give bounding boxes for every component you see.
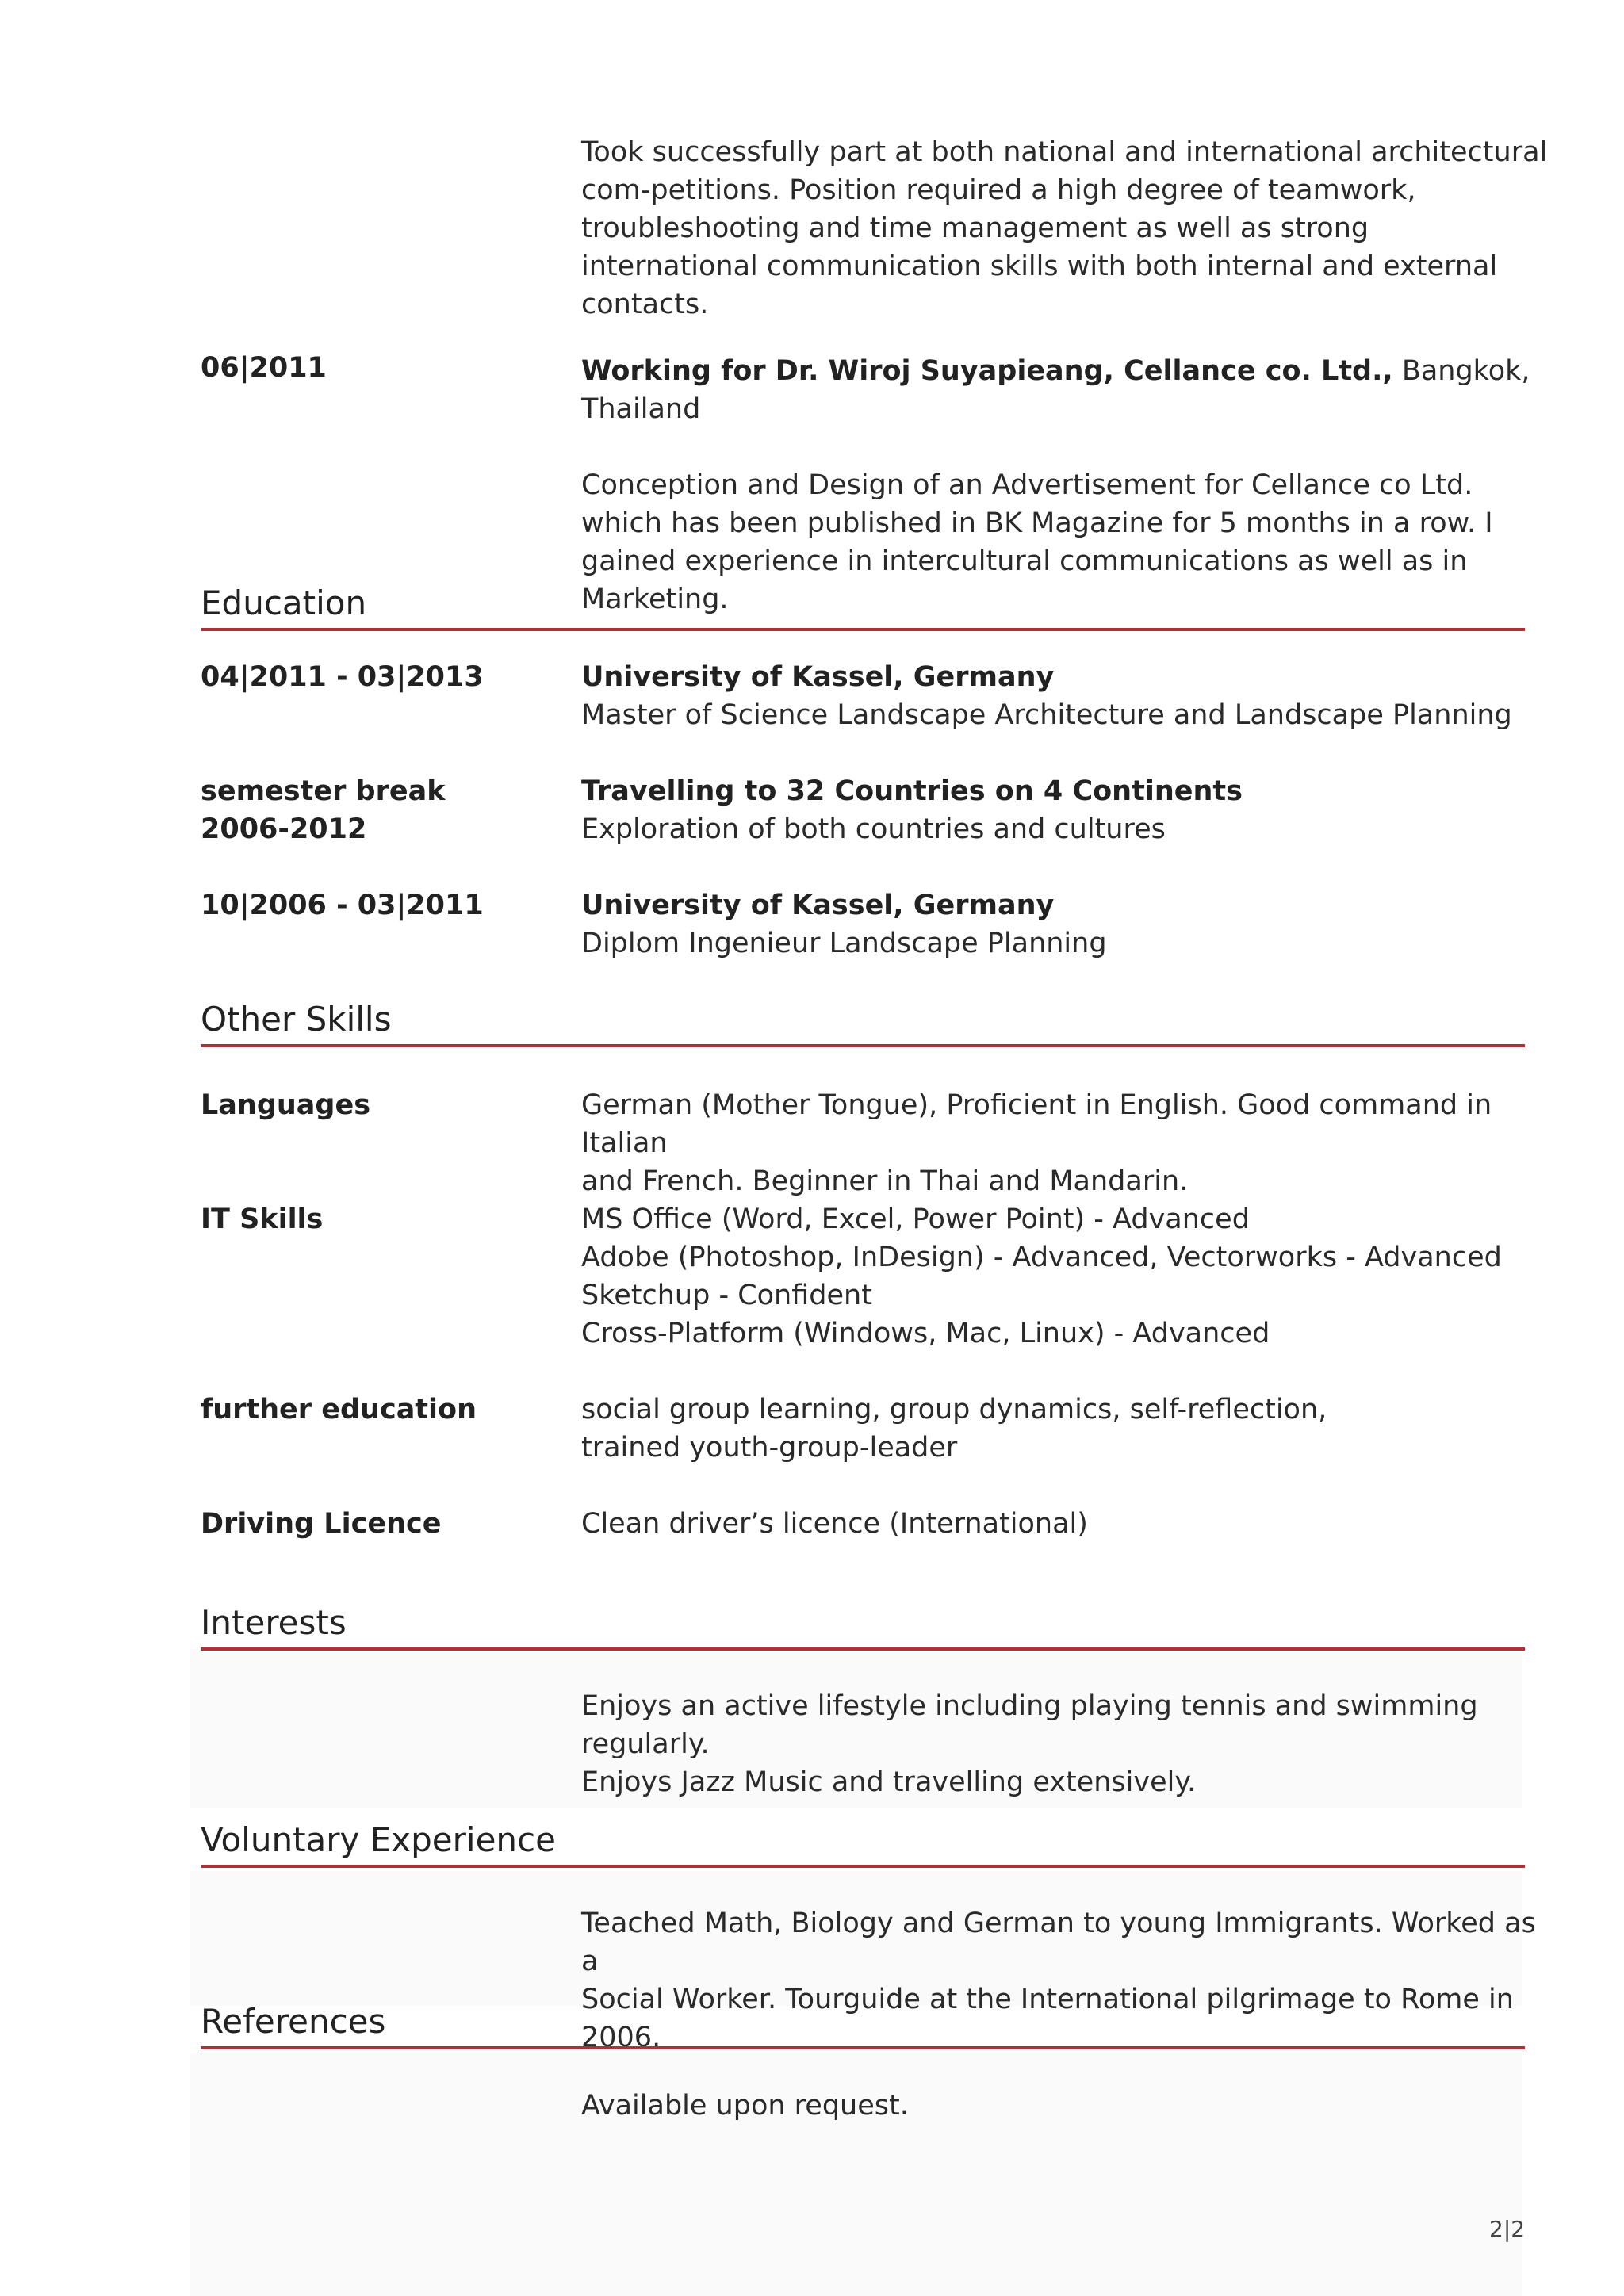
education-date-2: semester break 2006-2012 [201, 775, 446, 845]
education-entry-3 [581, 886, 1549, 962]
work-title: Working for Dr. Wiroj Suyapieang, Cellance co. Ltd., [581, 355, 1393, 387]
education-entry-2 [581, 772, 1549, 848]
education-heading [201, 580, 1525, 631]
work-description: Conception and Design of an Advertisement for Cellance co Ltd. which has been published in BK Magazine for 5 months in a row. I gained experience in intercultural communications as well as in Marketing. [581, 469, 1493, 615]
education-detail-3: Diplom Ingenieur Landscape Planning [581, 928, 1107, 959]
interests-heading-text: Interests [201, 1603, 347, 1642]
work-entry [581, 352, 1549, 618]
skill-label-it: IT Skills [201, 1203, 324, 1235]
skill-text-driving: Clean driver’s licence (International) [581, 1508, 1088, 1540]
skill-label-languages: Languages [201, 1089, 371, 1121]
voluntary-heading-text: Voluntary Experience [201, 1820, 556, 1859]
references-heading [201, 1999, 1525, 2049]
interests-heading [201, 1600, 1525, 1651]
skill-text-it: MS Office (Word, Excel, Power Point) - Advanced Adobe (Photoshop, InDesign) - Advanced, Vectorworks - Advanced Sketchup - Confident Cross-Platform (Windows, Mac, Linux) - Advanced [581, 1203, 1502, 1349]
education-title-1: University of Kassel, Germany [581, 661, 1055, 693]
education-entry-1 [581, 658, 1549, 734]
skill-label-driving: Driving Licence [201, 1508, 442, 1540]
education-title-2: Travelling to 32 Countries on 4 Continents [581, 775, 1243, 807]
education-heading-text: Education [201, 584, 367, 622]
work-date: 06|2011 [201, 352, 327, 384]
other-skills-heading [201, 997, 1525, 1047]
work-title-line [581, 352, 1549, 428]
references-text: Available upon request. [581, 2090, 909, 2122]
skill-text-languages: German (Mother Tongue), Proficient in English. Good command in Italian and French. Beginner in Thai and Mandarin. [581, 1089, 1492, 1197]
skill-text-further-education: social group learning, group dynamics, self-reflection, trained youth-group-leader [581, 1394, 1327, 1464]
work-location: Bangkok, Thailand [581, 355, 1530, 425]
intro-paragraph [581, 133, 1549, 323]
education-title-3: University of Kassel, Germany [581, 890, 1055, 921]
education-detail-1: Master of Science Landscape Architecture and Landscape Planning [581, 699, 1512, 731]
interests-text: Enjoys an active lifestyle including playing tennis and swimming regularly. Enjoys Jazz Music and travelling extensively. [581, 1690, 1478, 1798]
voluntary-text: Teached Math, Biology and German to young Immigrants. Worked as a Social Worker. Tourguide at the International pilgrimage to Rome in 2006. [581, 1908, 1536, 2053]
skill-label-further-education: further education [201, 1394, 477, 1425]
education-date-1: 04|2011 - 03|2013 [201, 661, 484, 693]
other-skills-heading-text: Other Skills [201, 1000, 392, 1039]
references-heading-text: References [201, 2002, 386, 2041]
voluntary-heading [201, 1817, 1525, 1868]
education-detail-2: Exploration of both countries and cultures [581, 813, 1166, 845]
education-date-3: 10|2006 - 03|2011 [201, 890, 484, 921]
page-number: 2|2 [1489, 2216, 1526, 2242]
intro-text: Took successfully part at both national and international architectural com-petitions. Position required a high degree of teamwork, troubleshooting and time management as well as strong international communication skills with both internal and external contacts. [581, 136, 1548, 320]
